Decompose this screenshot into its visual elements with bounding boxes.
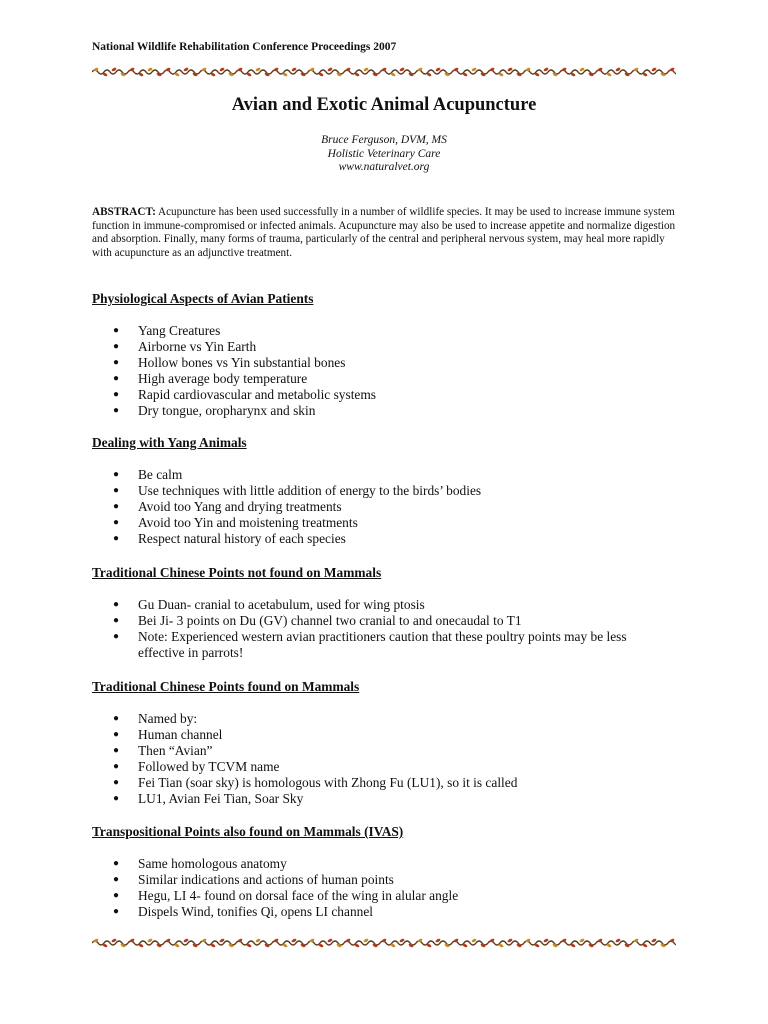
list-item	[92, 531, 676, 547]
list-item	[92, 711, 676, 727]
bullet-icon: ●	[113, 357, 120, 369]
bullet-icon: ●	[113, 890, 120, 902]
list-item-text: Then “Avian”	[138, 743, 213, 759]
list-item-text: Same homologous anatomy	[138, 856, 287, 871]
list-item-text: Hollow bones vs Yin substantial bones	[138, 355, 346, 371]
list-item	[92, 791, 676, 807]
author-block	[0, 134, 768, 175]
list-item	[92, 775, 676, 791]
list-item-text: Yang Creatures	[138, 323, 221, 338]
bullet-icon: ●	[113, 615, 120, 627]
bullet-icon: ●	[113, 631, 120, 643]
list-item-text: Hegu, LI 4- found on dorsal face of the wing in alular angle	[138, 888, 459, 904]
list-item-text: Rapid cardiovascular and metabolic systems	[138, 387, 376, 403]
section-list-yang-animals	[92, 467, 676, 547]
list-item-text: Airborne vs Yin Earth	[138, 339, 257, 355]
author-name: Bruce Ferguson, DVM, MS	[321, 134, 447, 146]
bullet-icon: ●	[113, 517, 120, 529]
list-item-text: Respect natural history of each species	[138, 531, 346, 547]
abstract-paragraph	[92, 206, 676, 260]
bullet-icon: ●	[113, 858, 120, 869]
vine-divider-top	[92, 66, 676, 78]
list-item	[92, 872, 676, 888]
list-item	[92, 323, 676, 339]
section-list-points-not-on-mammals	[92, 597, 676, 661]
list-item-text: LU1, Avian Fei Tian, Soar Sky	[138, 791, 304, 807]
author-website: www.naturalvet.org	[338, 161, 430, 173]
bullet-icon: ●	[113, 906, 120, 918]
list-item-text: Named by:	[138, 711, 198, 726]
list-item	[92, 856, 676, 872]
section-heading-points-not-on-mammals: Traditional Chinese Points not found on Mammals	[92, 565, 382, 580]
section-heading-points-on-mammals: Traditional Chinese Points found on Mammals	[92, 679, 360, 694]
list-item	[92, 515, 676, 531]
list-item	[92, 888, 676, 904]
section-list-points-on-mammals	[92, 711, 676, 808]
list-item	[92, 371, 676, 387]
section-heading-physiological: Physiological Aspects of Avian Patients	[92, 291, 314, 306]
list-item-text: Note: Experienced western avian practitioners caution that these poultry points may be less effective in parrots!	[138, 629, 627, 661]
list-item-text: Similar indications and actions of human points	[138, 872, 394, 888]
list-item	[92, 904, 676, 920]
abstract-label: ABSTRACT:	[92, 206, 156, 218]
list-item	[92, 387, 676, 403]
list-item-text: Be calm	[138, 467, 183, 482]
list-item	[92, 467, 676, 483]
list-item-text: Bei Ji- 3 points on Du (GV) channel two cranial to and onecaudal to T1	[138, 613, 522, 629]
list-item-text: Fei Tian (soar sky) is homologous with Zhong Fu (LU1), so it is called	[138, 775, 518, 791]
bullet-icon: ●	[113, 599, 120, 610]
list-item-text: Use techniques with little addition of energy to the birds’ bodies	[138, 483, 482, 499]
bullet-icon: ●	[113, 777, 120, 789]
bullet-icon: ●	[113, 761, 120, 773]
section-heading-transpositional-points: Transpositional Points also found on Mammals (IVAS)	[92, 824, 404, 839]
section-heading-yang-animals: Dealing with Yang Animals	[92, 435, 247, 450]
bullet-icon: ●	[113, 745, 120, 757]
list-item-text: Avoid too Yang and drying treatments	[138, 499, 342, 515]
list-item	[92, 613, 676, 629]
bullet-icon: ●	[113, 389, 120, 401]
list-item-text: Human channel	[138, 727, 223, 743]
list-item	[92, 597, 676, 613]
bullet-icon: ●	[113, 729, 120, 741]
list-item	[92, 403, 676, 419]
list-item	[92, 499, 676, 515]
bullet-icon: ●	[113, 373, 120, 385]
author-affiliation: Holistic Veterinary Care	[327, 147, 441, 160]
list-item	[92, 483, 676, 499]
list-item-text: Dispels Wind, tonifies Qi, opens LI channel	[138, 904, 373, 920]
running-head: National Wildlife Rehabilitation Conference Proceedings 2007	[92, 41, 397, 53]
bullet-icon: ●	[113, 874, 120, 886]
list-item-text: Followed by TCVM name	[138, 759, 280, 775]
bullet-icon: ●	[113, 533, 120, 545]
abstract-text: Acupuncture has been used successfully in a number of wildlife species. It may be used to increase immune system function in immune-compromised or infected animals. Acupuncture may also be used to increase appetite and normalize digestion and absorption. Finally, many forms of trauma, particularly of the central and peripheral nervous system, may heal more rapidly with acupuncture as an adjunctive treatment.	[92, 206, 676, 259]
list-item-text: High average body temperature	[138, 371, 308, 387]
list-item	[92, 629, 676, 661]
list-item	[92, 743, 676, 759]
section-list-transpositional-points	[92, 856, 676, 920]
section-list-physiological	[92, 323, 676, 420]
bullet-icon: ●	[113, 325, 120, 336]
bullet-icon: ●	[113, 405, 120, 417]
list-item-text: Gu Duan- cranial to acetabulum, used for wing ptosis	[138, 597, 425, 612]
bullet-icon: ●	[113, 713, 120, 724]
bullet-icon: ●	[113, 341, 120, 353]
list-item	[92, 339, 676, 355]
list-item	[92, 759, 676, 775]
bullet-icon: ●	[113, 469, 120, 480]
bullet-icon: ●	[113, 485, 120, 497]
list-item	[92, 355, 676, 371]
list-item-text: Avoid too Yin and moistening treatments	[138, 515, 358, 531]
list-item	[92, 727, 676, 743]
list-item-text: Dry tongue, oropharynx and skin	[138, 403, 316, 419]
bullet-icon: ●	[113, 501, 120, 513]
bullet-icon: ●	[113, 793, 120, 805]
vine-divider-bottom	[92, 937, 676, 949]
document-title: Avian and Exotic Animal Acupuncture	[231, 95, 537, 115]
